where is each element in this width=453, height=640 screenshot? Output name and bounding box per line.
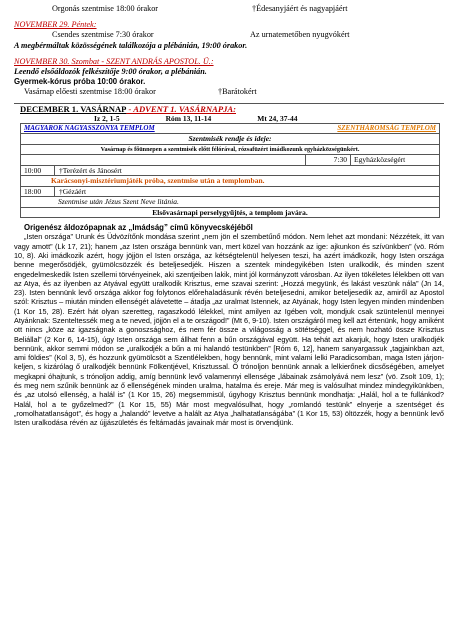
reading-2: Róm 13, 11-14 bbox=[165, 113, 212, 123]
schedule-note-row bbox=[21, 144, 440, 155]
nov29-mass-intention: Az urnatemetőben nyugvókért bbox=[250, 30, 350, 40]
schedule-title-row bbox=[21, 134, 440, 145]
row1-time: 7:30 bbox=[306, 155, 351, 166]
reading-paragraph: „Isten országa” Urunk és Üdvözítőnk mondása szerint „nem jön el szembetűnő módon. Nem lehet azt mondani: Nézzétek, itt van vagy amott” (Lk 17, 21); hanem „az Isten országa bennünk van, mert közel van hozzánk az ige: ajkunkon és szívünkben” (vö. Róm 10, 8). Aki imádkozik azért, hogy jöjjön el Isten országa, az kétségtelenül helyesen teszi, ha azért imádkozik, hogy Isten országa benne megerősödjék, gyümölcsözzék és beteljesedjék. Hiszen a szentek mindegyikében Isten uralkodik, és minden szent engedelmeskedik Isten szellemi törvényeinek, aki szentjeiben lakik, mint jól kormányzott városban. Az ilyen tökéletes lélekben ott van az Atya, és az ilyenben az Atyával együtt uralkodik Krisztus, eme szavai szerint: „Hozzá megyünk, és lakást veszünk nála” (Jn 14, 23). Isten bennünk levő országa akkor fog folytonos előrehaladásunk révén beteljesedni, amikor beteljesedik az, amiről az Apostol szól: Krisztus – miután minden ellenségét alávetette – átadja „az uralmat Istennek, az Atyának, hogy Isten legyen minden mindenben (1 Kor 15, 28). Ezért hát olyan szeretteg, ragaszkodó lélekkel, mint amilyen az Igében volt, mondjuk csak szüntelenül mennyei Atyánknak: Szenteltessék meg a te neved, jöjjön el a te országod!” (Mt 6, 9-10). Isten országáról meg kell azt értenünk, hogy amiként ott nincs „köze az igazságnak a gonoszsághoz, és nem fér össze a világosság a sötétséggel, és nem hozható össze Krisztus Beliállal” (2 Kor 6, 14-15), úgy Isten országa sem állhat fenn a bűn országával együtt. Ha tehát azt akarjuk, hogy Isten uralkodjék bennünk, akkor semmi módon se „uralkodjék a bűn a mi halandó testünkben” [Róm 6, 12], hanem sanyargassuk „tagjainkban azt, ami földies” (Kol 3, 5), és hozzunk gyümölcsöt a Szentlélekben, hogy bennünk, mint valami lelki Paradicsomban, maga Isten járjon-keljen, s kizárólag ő uralkodjék bennünk Fölkentjével, Krisztussal. Ő trónoljon bennünk annak a lelkierőnek dicsőségében, amelyet megkapni óhajtunk, s trónoljon addig, amíg bennünk levő valamennyi ellensége „lábainak zsámolyává nem lesz” (vö. Zsolt 109, 1); és meg nem szűnik bennünk az ő ellenségének minden uralma, hatalma és ereje. Már meg is valósulhat mindez mindegyikünkben, és „az utolsó ellenség, a halál is” (1 Kor 15, 26) megsemmisül, úgyhogy Krisztus bennünk mondhatja: „Halál, hol a te fullánkod? Halál, hol a te győzelmed?” (1 Kor 15, 55) Már most megvalósulhat, hogy „romlandó testünk” elnyerje a szentséget és „romolhatatlanságot”, és hogy a „halandó” levetve a halált az Atya „halhatatlanságába” (1 Kor 15, 53) öltözzék, hogy a bennünk levő Isten uralkodása révén az újjászületés és feltámadás javainak már most is örvendjünk. bbox=[14, 232, 444, 428]
row2-intention: †Terézért és Jánosért bbox=[59, 165, 122, 175]
saturday-evening-mass-line bbox=[14, 4, 444, 14]
schedule-row bbox=[21, 186, 440, 197]
dec1-readings bbox=[14, 114, 444, 123]
reading-3: Mt 24, 37-44 bbox=[257, 113, 298, 123]
nov30-notice-2: Gyermek-kórus próba 10:00 órakor. bbox=[14, 77, 146, 87]
reading-1: Iz 2, 1-5 bbox=[94, 113, 120, 123]
schedule-row bbox=[21, 207, 440, 218]
dec1-advent-title: - ADVENT 1. VASÁRNAPJA: bbox=[126, 103, 236, 114]
row6-notice: Elsővasárnapi perselygyűjtés, a templom javára. bbox=[21, 207, 440, 218]
nov29-mass-label: Csendes szentmise 7:30 órakor bbox=[52, 30, 154, 40]
mass-time-label: Orgonás szentmise 18:00 órakor bbox=[52, 4, 159, 13]
row4-intention: †Gézáért bbox=[59, 186, 87, 196]
schedule-row bbox=[21, 165, 440, 176]
dec1-heading bbox=[14, 103, 444, 114]
nov30-mass-intention: †Barátokért bbox=[218, 87, 257, 97]
empty-cell bbox=[21, 155, 306, 166]
nov30-mass-line bbox=[14, 87, 444, 97]
mass-intention: †Édesanyjáért és nagyapjáért bbox=[252, 4, 348, 13]
schedule-row bbox=[21, 176, 440, 187]
reading-title: Origenész áldozópapnak az „Imádság” című könyvecskéjéből bbox=[24, 223, 253, 233]
nov30-notice-1: Leendő elsőáldozók felkészítője 9:00 órakor, a plébánián. bbox=[14, 67, 207, 77]
szentharomsag-church-label: SZENTHÁROMSÁG TEMPLOM bbox=[306, 123, 440, 134]
row4-time: 18:00 bbox=[24, 187, 55, 197]
nov29-heading: NOVEMBER 29. Péntek: bbox=[14, 20, 97, 30]
row5-notice: Szentmise után Jézus Szent Neve litánia. bbox=[21, 197, 440, 208]
row4-cell bbox=[21, 186, 440, 197]
schedule-row bbox=[21, 155, 440, 166]
nov29-mass-line bbox=[14, 30, 444, 40]
schedule-note: Vasárnap és főünnepen a szentmisék előtt félórával, rózsafüzért imádkozunk egyházközségünkért. bbox=[21, 144, 440, 155]
schedule-row bbox=[21, 197, 440, 208]
bulletin-page bbox=[14, 4, 444, 428]
dec1-title: DECEMBER 1. VASÁRNAP bbox=[20, 103, 127, 114]
row2-time: 10:00 bbox=[24, 166, 55, 176]
nov29-notice: A megbérmáltak közösségének találkozója a plébánián, 19:00 órakor. bbox=[14, 40, 248, 50]
church-header-row bbox=[21, 123, 440, 134]
row3-notice: Karácsonyi-misztériumjáték próba, szentmise után a templomban. bbox=[21, 176, 440, 187]
row1-intention: Egyházközségért bbox=[351, 155, 440, 166]
nov30-heading: NOVEMBER 30. Szombat - SZENT ANDRÁS APOSTOL. Ü.: bbox=[14, 56, 214, 66]
nov30-mass-label: Vasárnap előesti szentmise 18:00 órakor bbox=[24, 87, 156, 97]
mass-schedule-table bbox=[20, 123, 440, 219]
row2-cell bbox=[21, 165, 440, 176]
magyarok-church-label: MAGYAROK NAGYASSZONYA TEMPLOM bbox=[21, 123, 306, 134]
schedule-title: Szentmisék rendje és ideje: bbox=[21, 134, 440, 145]
